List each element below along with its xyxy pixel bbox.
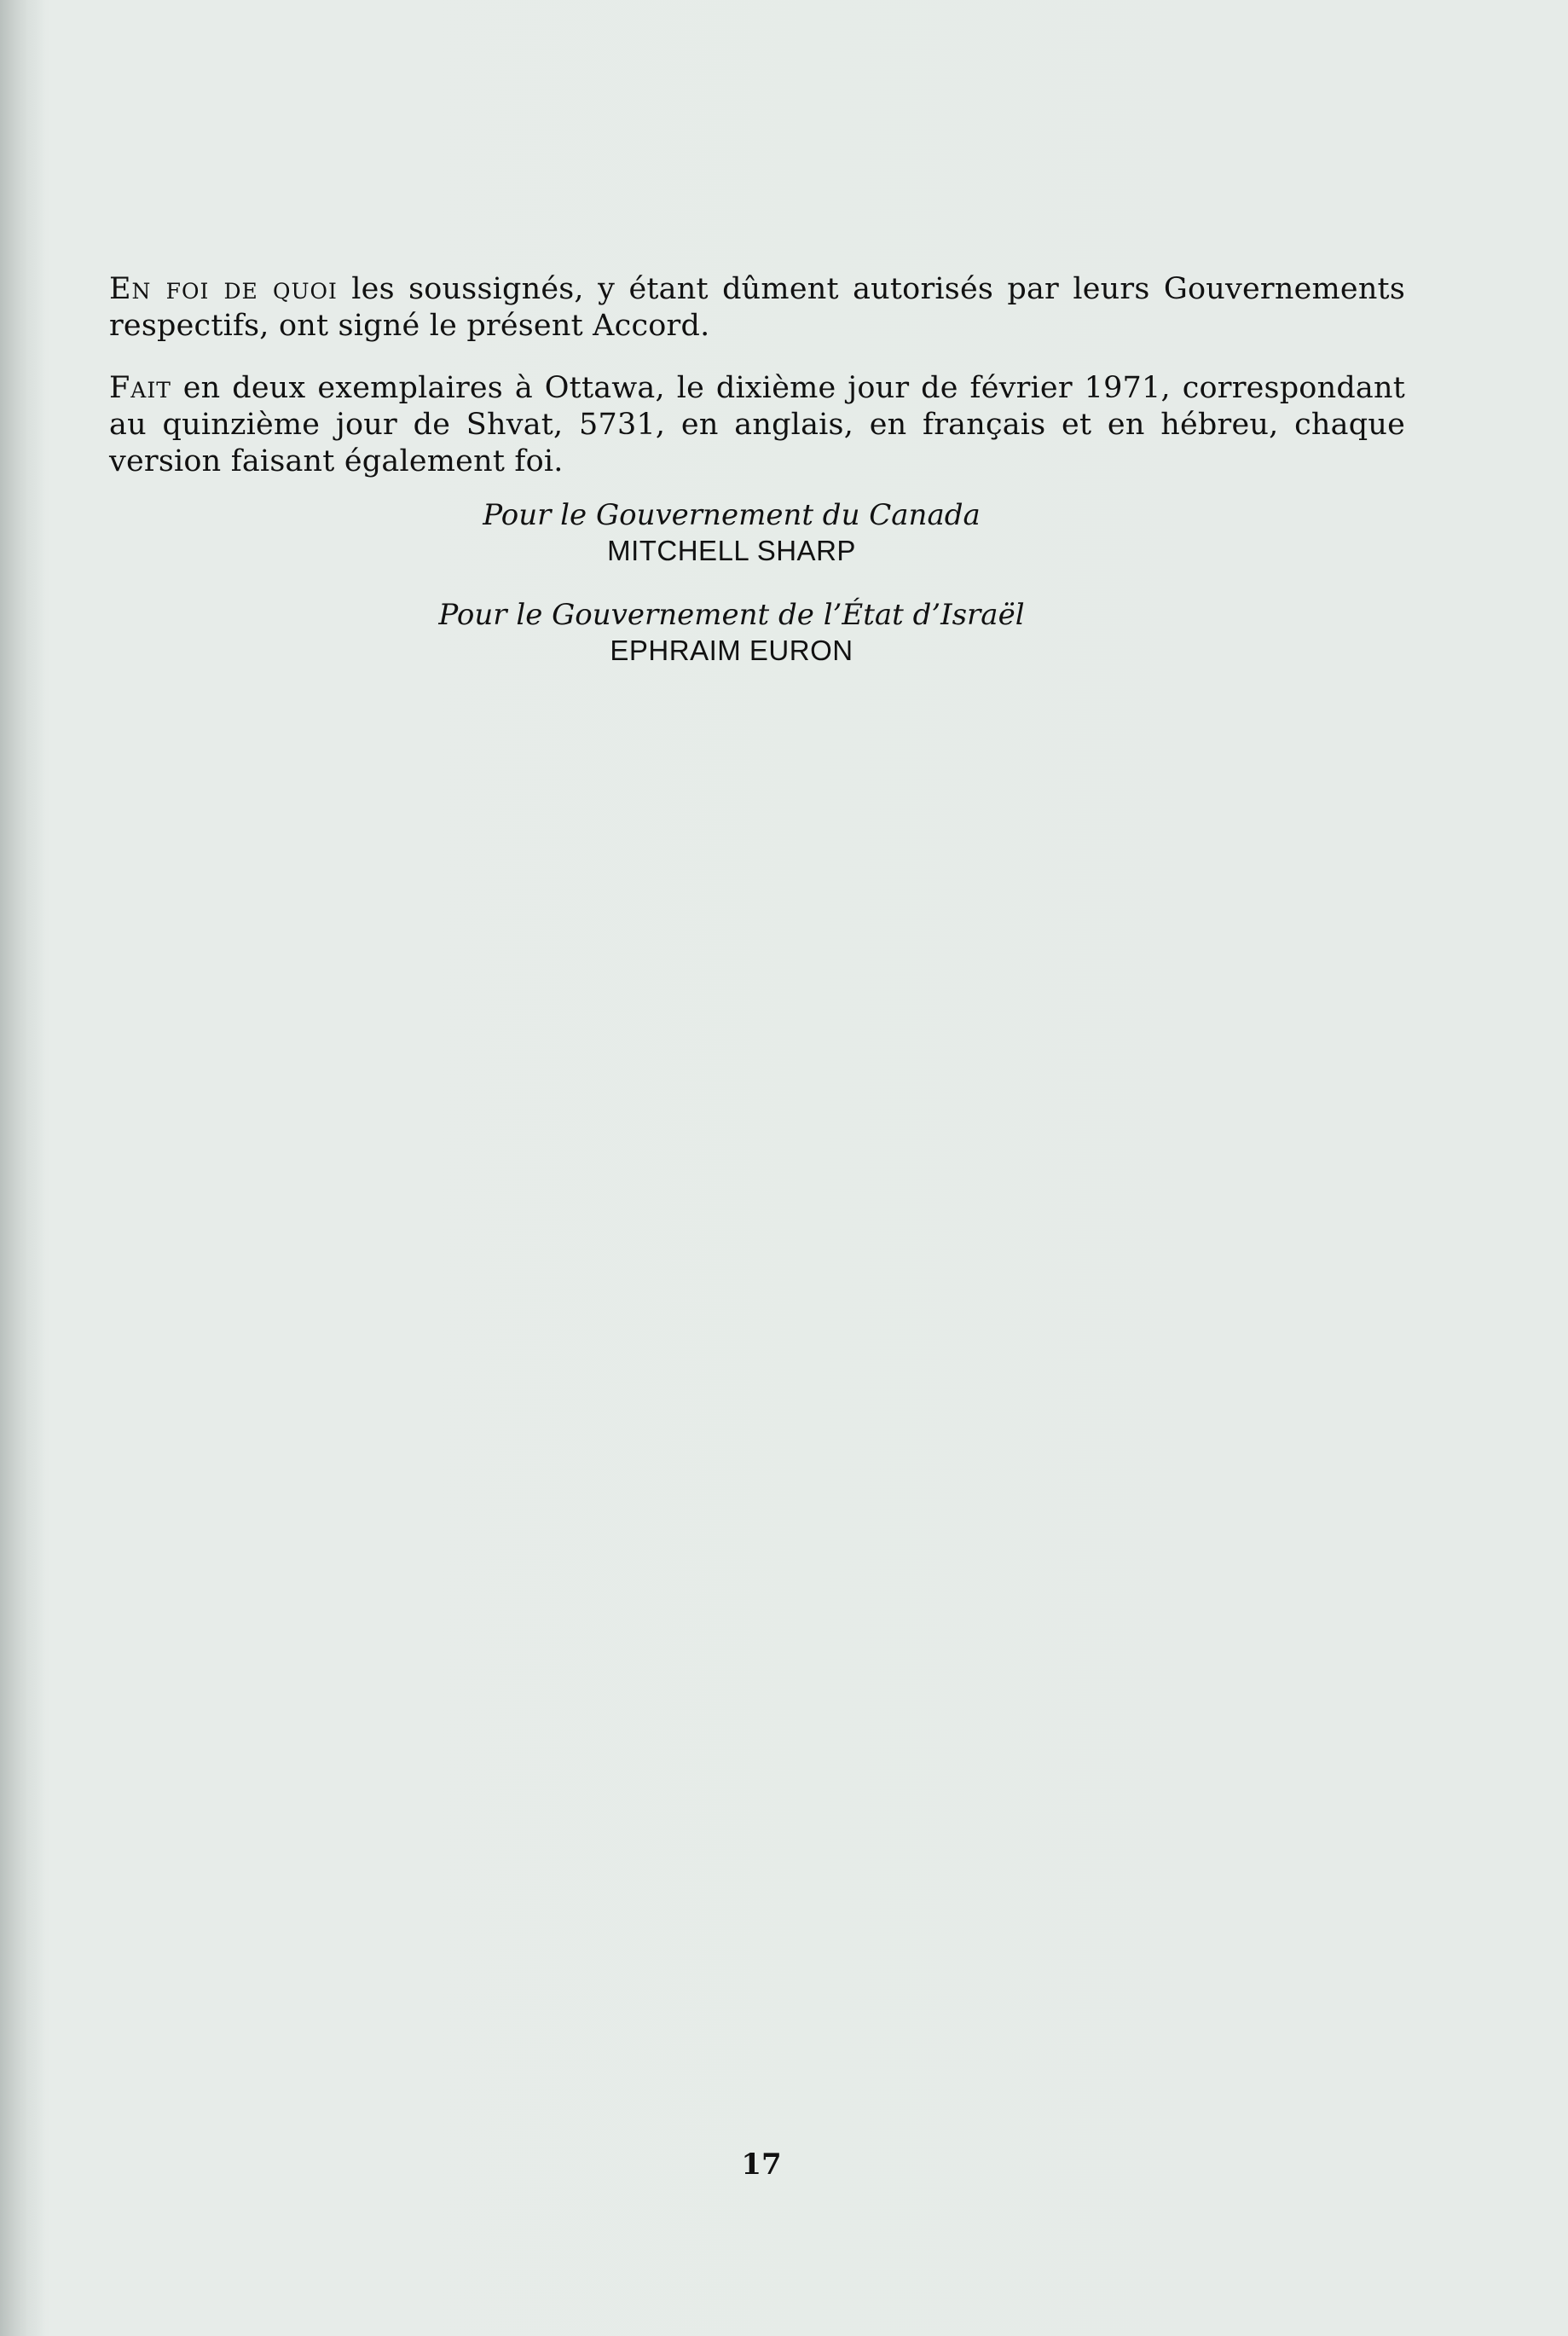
signature-canada — [84, 497, 1380, 569]
signature-label-canada: Pour le Gouvernement du Canada — [483, 498, 981, 532]
binding-edge — [0, 0, 44, 2336]
done-at-lead: Fait — [109, 371, 171, 405]
signature-label-israel: Pour le Gouvernement de l’État d’Israël — [438, 598, 1025, 632]
page-number: 17 — [741, 2148, 782, 2182]
witness-text: les soussignés, y étant dûment autorisés par leurs Gouvernements respectifs, ont signé le présent Accord. — [109, 272, 1405, 343]
signatory-name-israel: EPHRAIM EURON — [610, 635, 853, 666]
page-content — [109, 271, 1405, 669]
witness-paragraph — [109, 271, 1405, 345]
signatory-name-canada: MITCHELL SHARP — [607, 535, 856, 566]
signature-israel — [84, 597, 1380, 669]
done-at-paragraph — [109, 370, 1405, 480]
done-at-text: en deux exemplaires à Ottawa, le dixième jour de février 1971, correspondant au quinzième jour de Shvat, 5731, en anglais, en français et en hébreu, chaque version faisant également foi. — [109, 371, 1405, 478]
witness-lead: En foi de quoi — [109, 272, 338, 306]
